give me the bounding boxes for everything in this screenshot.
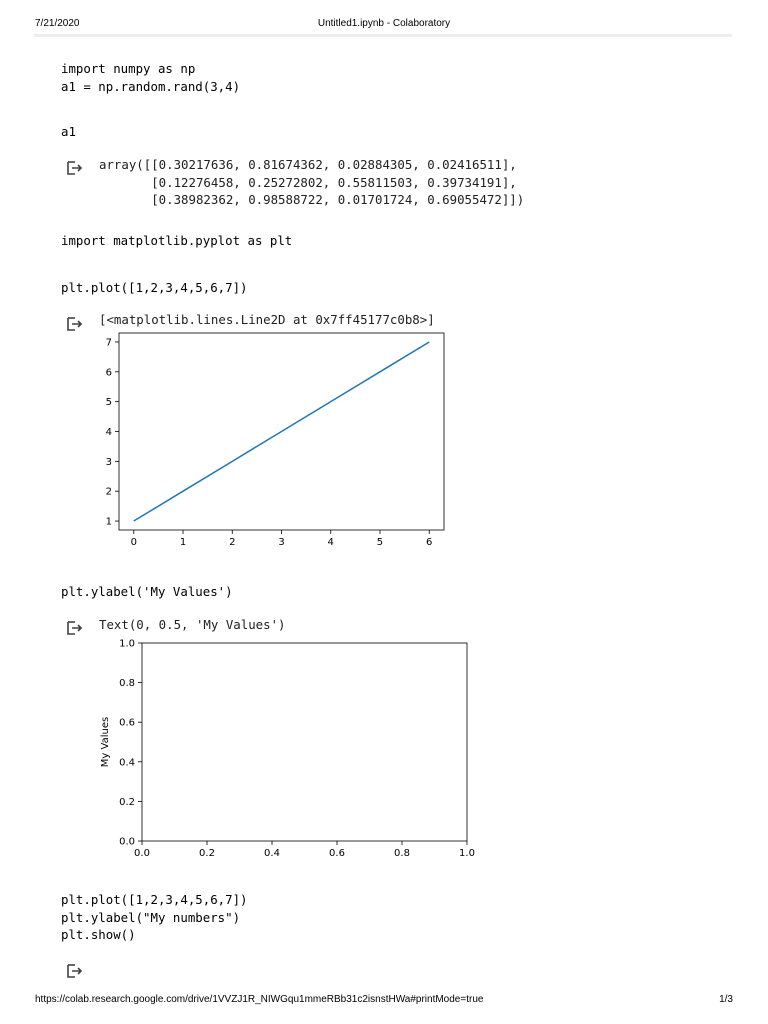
output-arrow-icon: [66, 316, 84, 332]
y-tick-label: 0.0: [119, 836, 135, 848]
page-url: https://colab.research.google.com/drive/1VVZJ1R_NIWGqu1mmeRBb31c2isnstHWa#printMode=true: [35, 994, 484, 1005]
x-tick-label: 2: [229, 537, 236, 548]
y-tick-label: 0.6: [119, 717, 135, 729]
cell-4-output: [<matplotlib.lines.Line2D at 0x7ff45177c0b8>]: [99, 312, 435, 327]
cell-5-output: Text(0, 0.5, 'My Values'): [99, 617, 286, 632]
x-tick-label: 0.8: [394, 848, 410, 859]
code-cell-4[interactable]: plt.plot([1,2,3,4,5,6,7]): [61, 280, 248, 295]
cell-2-output: array([[0.30217636, 0.81674362, 0.02884305, 0.02416511], [0.12276458, 0.25272802, 0.55811503, 0.39734191], [0.38982362, 0.98588722, 0.01701724, 0.69055472]]): [99, 157, 525, 207]
x-tick-label: 6: [426, 537, 433, 548]
x-tick-label: 1.0: [459, 848, 475, 859]
x-tick-label: 1: [179, 537, 187, 548]
x-tick-label: 0: [130, 537, 137, 548]
y-tick-label: 3: [105, 456, 112, 468]
y-tick-label: 1: [105, 516, 112, 528]
code-cell-3[interactable]: import matplotlib.pyplot as plt: [61, 233, 293, 248]
plot-frame: [142, 643, 467, 841]
y-tick-label: 5: [105, 397, 112, 409]
header-divider: [34, 34, 732, 37]
page-number: 1/3: [719, 994, 733, 1005]
x-tick-label: 0.2: [199, 848, 215, 859]
y-tick-label: 4: [105, 427, 112, 438]
x-tick-label: 5: [376, 537, 384, 548]
x-tick-label: 0.6: [329, 848, 345, 859]
y-tick-label: 1.0: [119, 638, 135, 650]
y-axis-label: My Values: [100, 716, 111, 768]
code-cell-5[interactable]: plt.ylabel('My Values'): [61, 584, 233, 599]
y-tick-label: 0.2: [119, 796, 135, 808]
y-tick-label: 0.4: [119, 757, 135, 769]
y-tick-label: 2: [105, 486, 112, 498]
page-title: Untitled1.ipynb - Colaboratory: [317, 18, 451, 29]
y-tick-label: 6: [105, 367, 112, 379]
code-cell-2[interactable]: a1: [61, 124, 76, 139]
x-tick-label: 4: [327, 537, 334, 548]
code-cell-1[interactable]: import numpy as np a1 = np.random.rand(3,4): [61, 61, 241, 94]
y-tick-label: 0.8: [119, 678, 135, 690]
output-arrow-icon: [66, 963, 84, 979]
output-arrow-icon: [66, 620, 84, 636]
code-cell-6[interactable]: plt.plot([1,2,3,4,5,6,7]) plt.ylabel("My numbers") plt.show(): [61, 892, 248, 942]
x-tick-label: 0.4: [264, 848, 280, 859]
x-tick-label: 3: [278, 537, 285, 548]
x-tick-label: 0.0: [134, 848, 150, 859]
y-tick-label: 7: [105, 337, 112, 349]
empty-axes-plot: [90, 633, 490, 868]
line-plot: [90, 325, 460, 557]
print-date: 7/21/2020: [35, 18, 80, 29]
output-arrow-icon: [66, 160, 84, 176]
